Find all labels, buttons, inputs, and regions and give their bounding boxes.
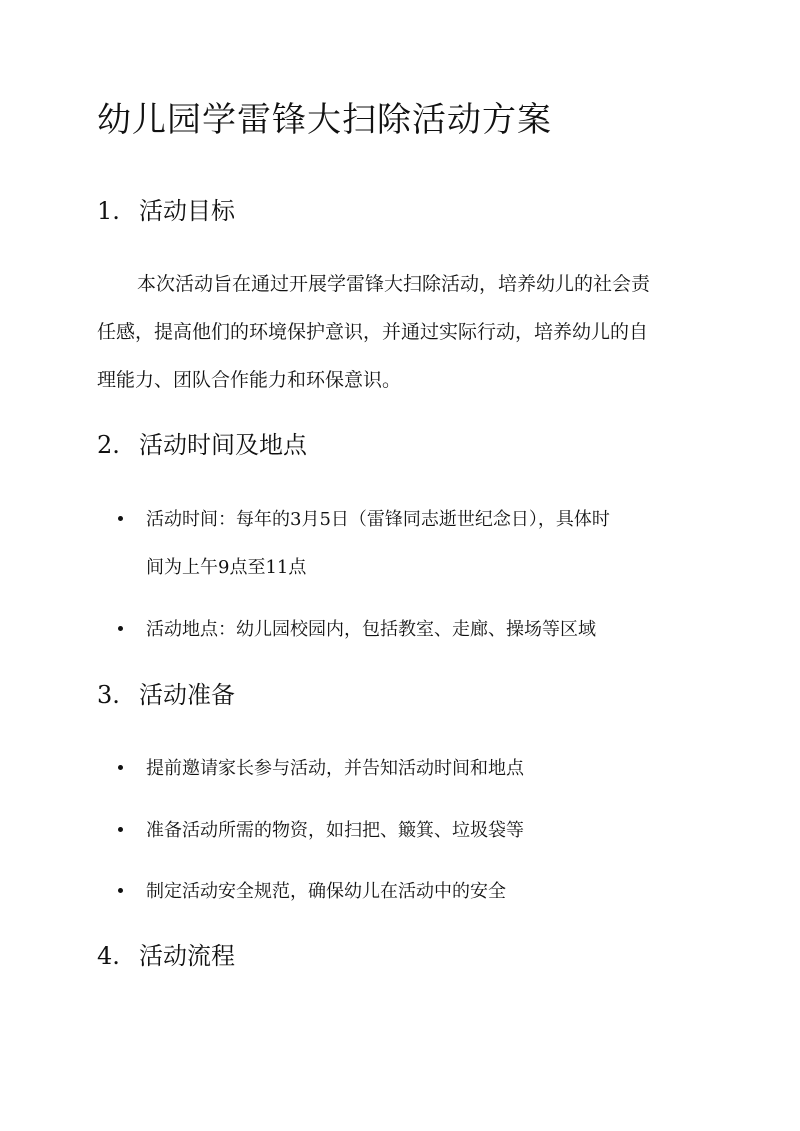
section-number: 2. (97, 431, 120, 459)
list-item (118, 606, 698, 654)
section-heading-1 (97, 193, 235, 229)
list-item-line: 活动时间：每年的3月5日（雷锋同志逝世纪念日），具体时 (146, 509, 610, 530)
list-item (118, 807, 698, 855)
section-number: 1. (97, 197, 120, 225)
paragraph-line: 本次活动旨在通过开展学雷锋大扫除活动，培养幼儿的社会责 (137, 273, 651, 295)
section-heading-3 (97, 677, 235, 713)
document-title: 幼儿园学雷锋大扫除活动方案 (97, 100, 552, 140)
list-item (118, 868, 698, 916)
section-title: 活动流程 (139, 942, 235, 970)
section-1-paragraph (97, 260, 697, 404)
section-title: 活动准备 (139, 681, 235, 709)
list-item-line: 活动地点：幼儿园校园内，包括教室、走廊、操场等区域 (146, 619, 596, 640)
bullet-icon (118, 888, 123, 893)
list-item-line: 间为上午9点至11点 (146, 557, 307, 578)
paragraph-line: 理能力、团队合作能力和环保意识。 (97, 369, 402, 391)
section-number: 3. (97, 681, 120, 709)
bullet-icon (118, 827, 123, 832)
section-number: 4. (97, 942, 120, 970)
list-item-line: 准备活动所需的物资，如扫把、簸箕、垃圾袋等 (146, 820, 524, 841)
paragraph-line: 任感，提高他们的环境保护意识，并通过实际行动，培养幼儿的自 (97, 321, 649, 343)
section-title: 活动目标 (139, 197, 235, 225)
bullet-icon (118, 765, 123, 770)
list-item (118, 745, 698, 793)
section-heading-4 (97, 938, 235, 974)
section-heading-2 (97, 427, 307, 463)
section-title: 活动时间及地点 (139, 431, 307, 459)
bullet-icon (118, 516, 123, 521)
list-item-line: 制定活动安全规范，确保幼儿在活动中的安全 (146, 881, 506, 902)
bullet-icon (118, 626, 123, 631)
list-item-line: 提前邀请家长参与活动，并告知活动时间和地点 (146, 758, 524, 779)
list-item (118, 496, 698, 592)
